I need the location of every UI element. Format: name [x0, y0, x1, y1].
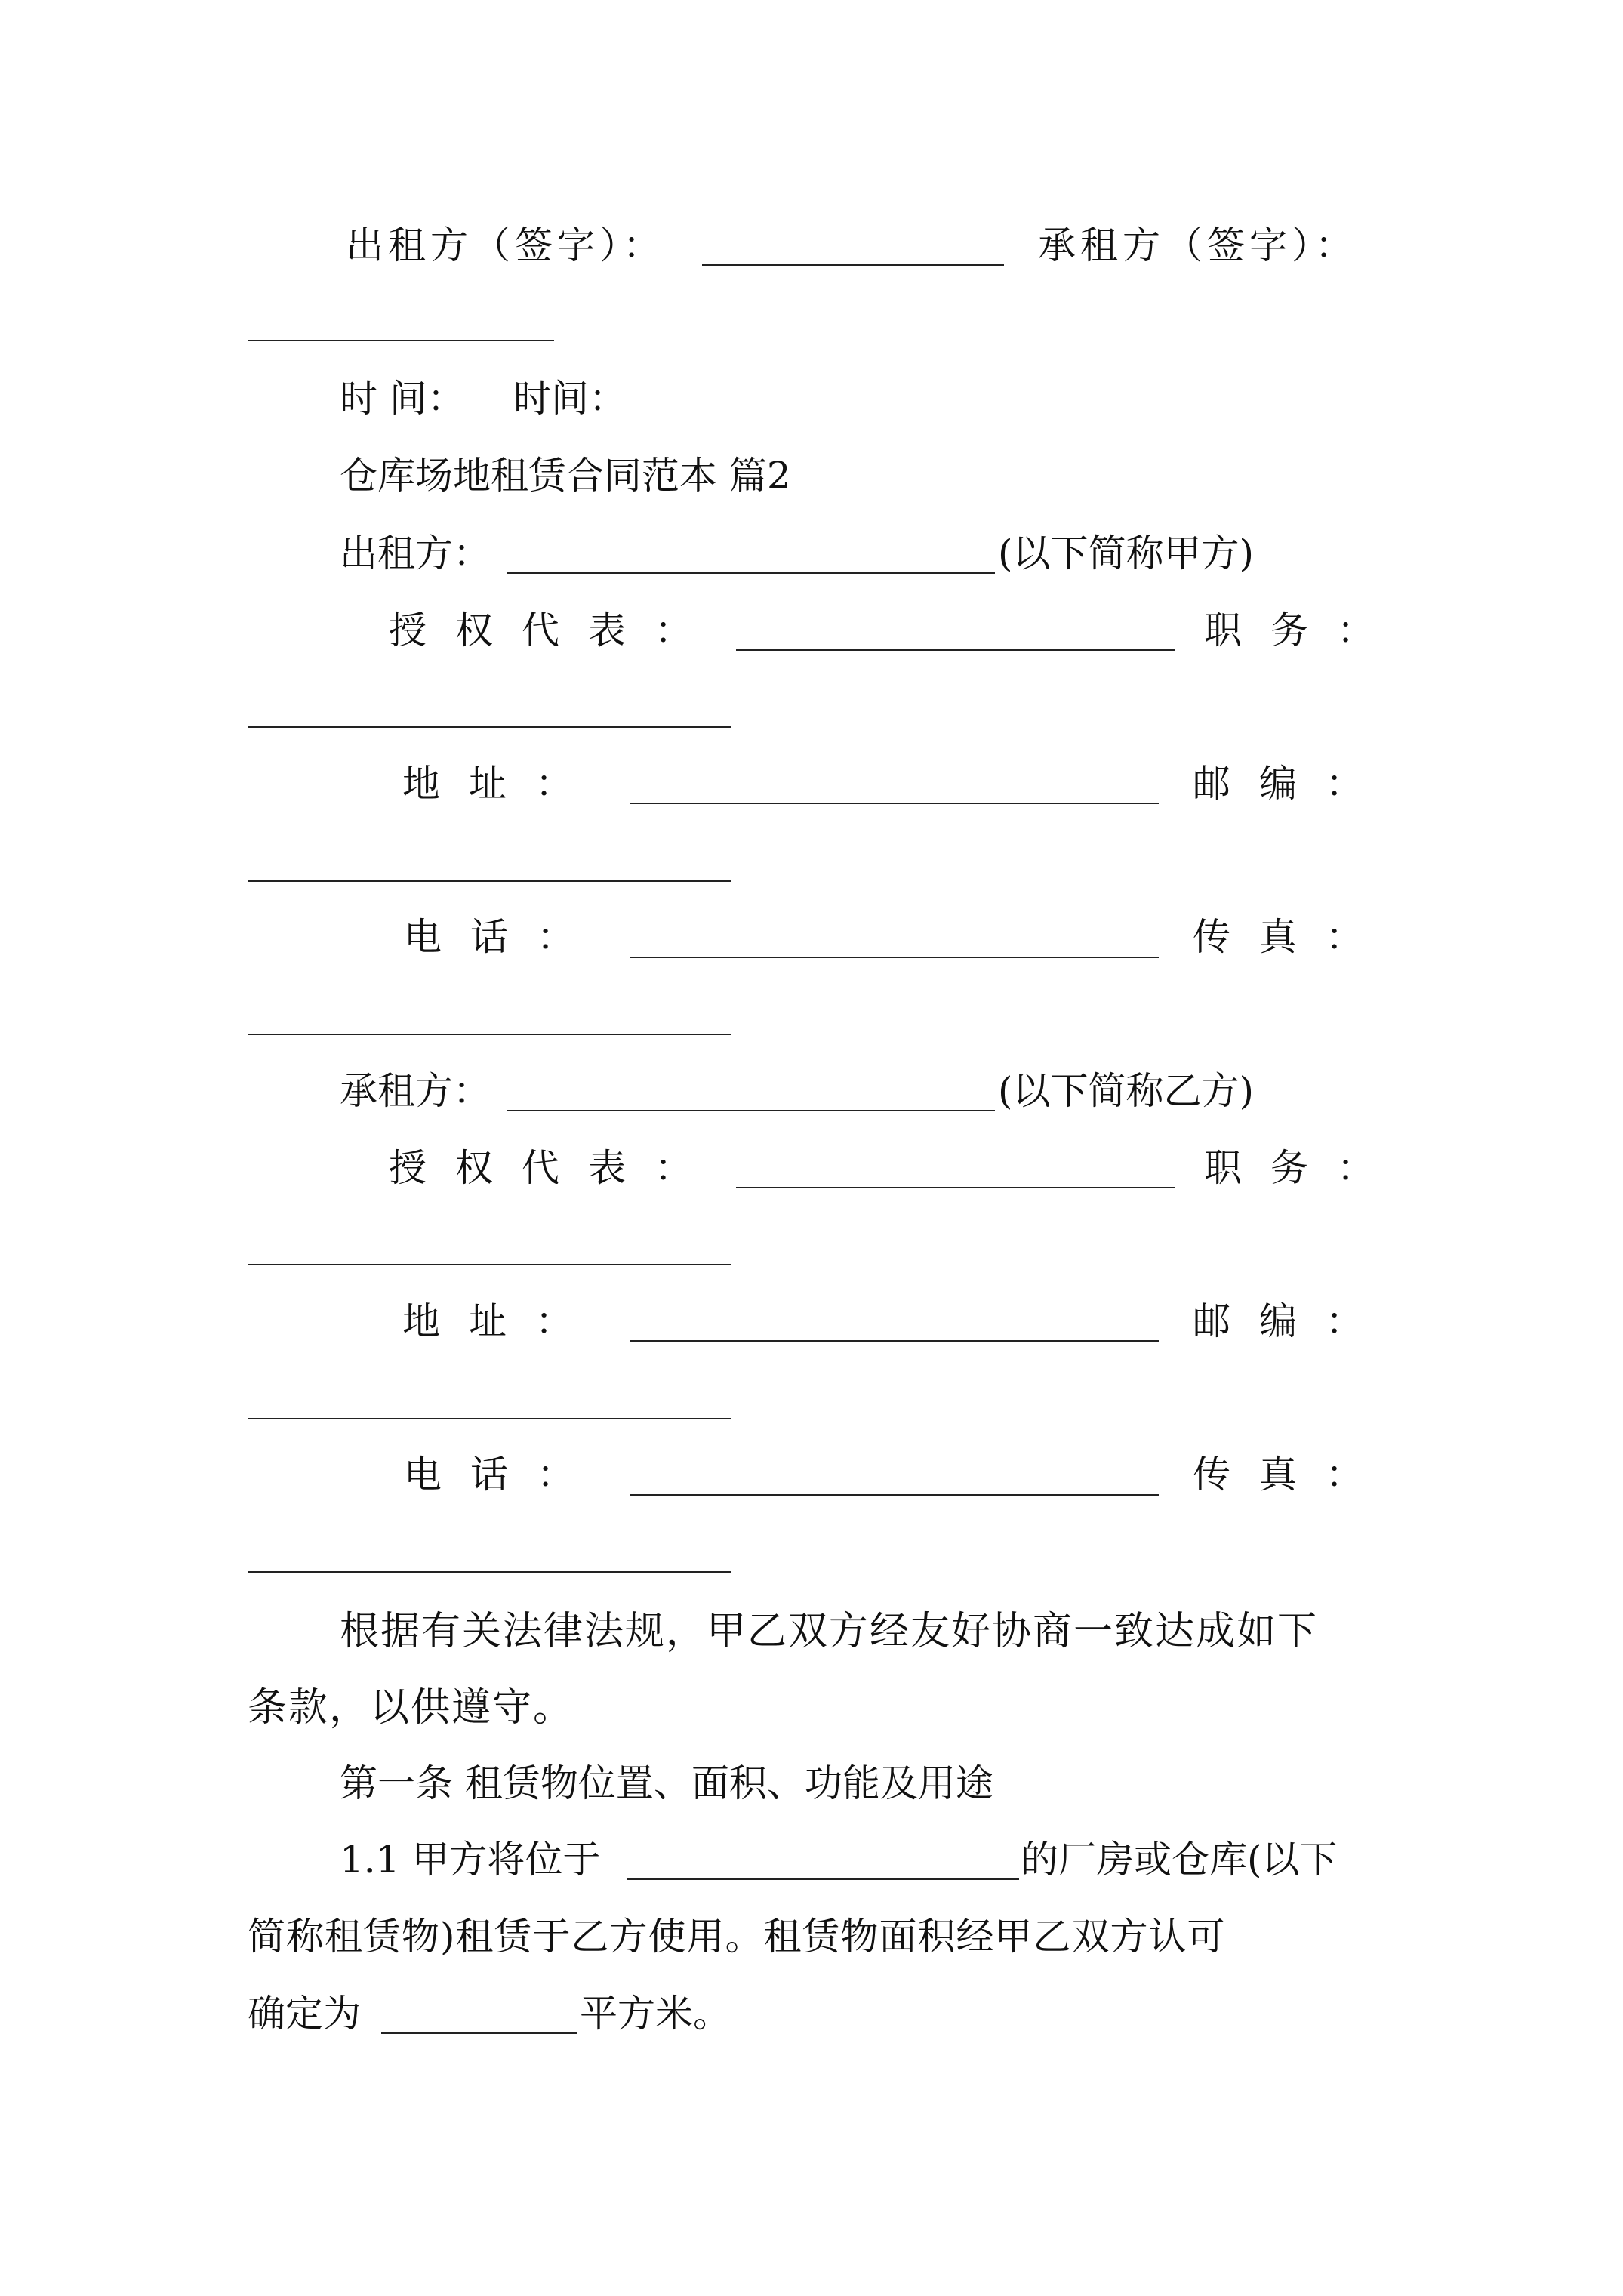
party-b-fax-blank — [248, 1571, 731, 1573]
party-a-phone-label: 电话： — [404, 915, 603, 959]
party-a-title-blank — [248, 726, 731, 728]
party-a-postcode-label: 邮编： — [1193, 762, 1392, 806]
party-a-label: 出租方： — [340, 532, 491, 575]
party-a-fax-label: 传真： — [1193, 915, 1392, 959]
contract-heading: 仓库场地租赁合同范本 篇2 — [340, 454, 791, 498]
time-label-2: 时间： — [513, 377, 627, 421]
party-a-suffix: (以下简称甲方) — [998, 532, 1255, 575]
lessee-signature-label: 承租方（签字）： — [1038, 223, 1357, 267]
lessor-signature-blank — [702, 264, 1004, 266]
party-a-rep-blank — [736, 649, 1175, 651]
clause-1-1-area-blank — [381, 2032, 577, 2034]
clause-1-1-location-blank — [627, 1878, 1019, 1880]
clause-1-1-line-3-suffix: 平方米。 — [580, 1992, 731, 2036]
party-b-postcode-label: 邮编： — [1193, 1299, 1392, 1343]
party-b-label: 承租方： — [340, 1069, 491, 1113]
party-b-title-label: 职务： — [1204, 1146, 1403, 1190]
party-b-name-blank — [507, 1110, 995, 1111]
party-b-phone-label: 电话： — [404, 1453, 603, 1496]
party-b-phone-blank — [630, 1494, 1159, 1496]
intro-line-2: 条款，以供遵守。 — [248, 1685, 574, 1730]
party-a-name-blank — [507, 572, 995, 574]
clause-1-1-line-2: 简称租赁物)租赁于乙方使用。租赁物面积经甲乙双方认可 — [248, 1915, 1226, 1959]
party-b-postcode-blank — [248, 1418, 731, 1419]
party-b-address-blank — [630, 1340, 1159, 1342]
party-b-fax-label: 传真： — [1193, 1453, 1392, 1496]
party-a-fax-blank — [248, 1034, 731, 1035]
clause-1-1-suffix: 的厂房或仓库(以下 — [1021, 1838, 1338, 1881]
clause-1-1-prefix: 1.1 甲方将位于 — [340, 1838, 601, 1881]
party-a-postcode-blank — [248, 880, 731, 882]
article-1-title: 第一条 租赁物位置、面积、功能及用途 — [340, 1761, 993, 1805]
party-a-title-label: 职务： — [1204, 609, 1403, 652]
clause-1-1-line-3-prefix: 确定为 — [248, 1992, 361, 2036]
party-b-rep-label: 授权代表： — [389, 1146, 721, 1190]
party-a-address-label: 地址： — [402, 762, 602, 806]
party-b-title-blank — [248, 1264, 731, 1265]
party-a-phone-blank — [630, 957, 1159, 958]
party-a-rep-label: 授权代表： — [389, 609, 721, 652]
party-b-suffix: (以下简称乙方) — [998, 1069, 1255, 1113]
intro-line-1: 根据有关法律法规，甲乙双方经友好协商一致达成如下 — [340, 1609, 1319, 1654]
lessee-signature-blank — [248, 340, 554, 341]
party-a-address-blank — [630, 803, 1159, 804]
party-b-rep-blank — [736, 1187, 1175, 1188]
party-b-address-label: 地址： — [402, 1299, 602, 1343]
time-label-1: 时 间： — [340, 377, 465, 421]
lessor-signature-label: 出租方（签字）： — [346, 223, 665, 267]
